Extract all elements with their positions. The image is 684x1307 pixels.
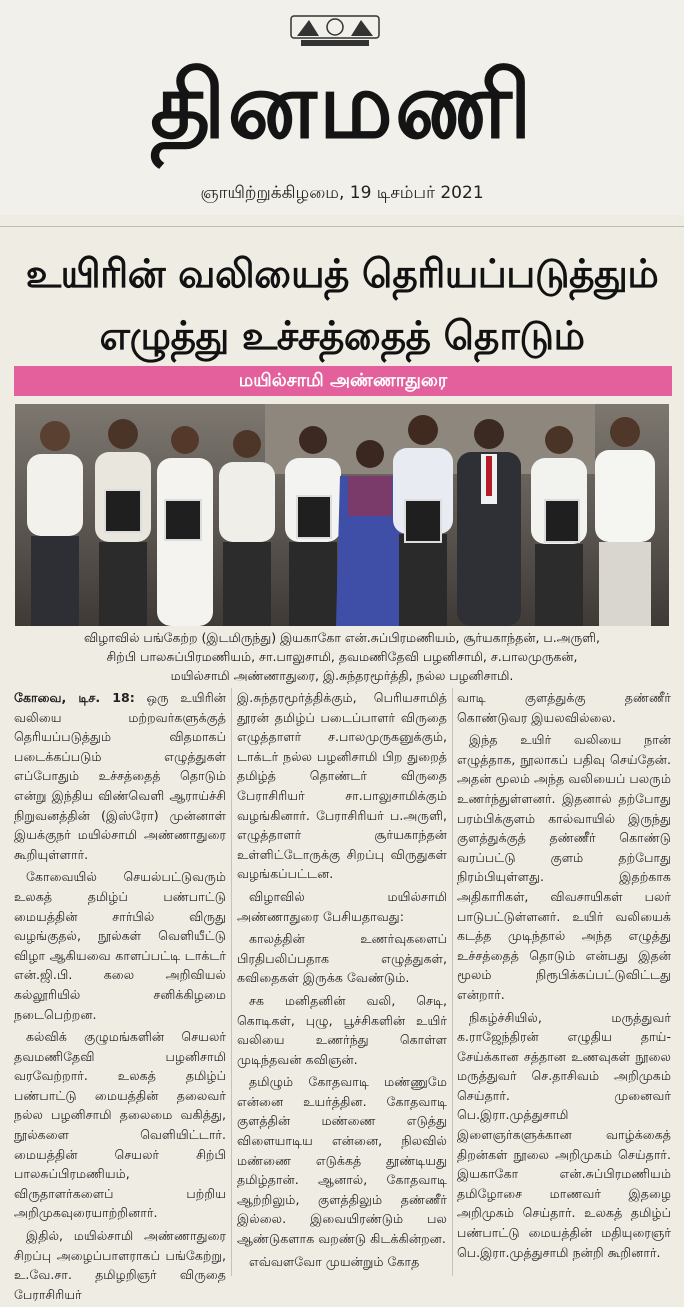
paragraph: இந்த உயிர் வலியை நான் எழுத்தாக, நூலாகப் பதிவு செய்தேன். அதன் மூலம் அந்த வலியைப் பலரும் உணர்ந்துள்ளனர். இதனால் தற்போது பரம்பிக்குளம் கால்வாயில் இருந்து குளத்துக்குத் தண்ணீர் கொண்டு வரப்பட்டு குளம் தற்போது நிரம்பியுள்ளது. இதற்காக அதிகாரிகள், விவசாயிகள் பலர் பாடுபட்டுள்ளனர். உயிர் வலியைக் கடத்த முடிந்தால் அந்த எழுத்து உச்சத்தைத் தொடும் என்பது இதன் மூலம் நிரூபிக்கப்பட்டுவிட்டது என்றார். xyxy=(457,732,671,1002)
headline-line-2: எழுத்து உச்சத்தைத் தொடும் xyxy=(99,314,585,359)
paragraph: வாடி குளத்துக்கு தண்ணீர் கொண்டுவர இயலவில்லை. xyxy=(457,690,671,725)
paragraph: கோவையில் செயல்பட்டுவரும் உலகத் தமிழ்ப் பண்பாட்டு மையத்தின் சார்பில் விருது வழங்குதல், நூல்கள் வெளியீட்டு விழா ஆகியவை காளப்பட்டி டாக்டர் என்.ஜி.பி. கலை அறிவியல் கல்லூரியில் சனிக்கிழமை நடைபெற்றன. xyxy=(14,869,226,1022)
edition-date: ஞாயிற்றுக்கிழமை, 19 டிசம்பர் 2021 xyxy=(200,183,484,203)
event-photo xyxy=(15,404,669,626)
paragraph: இ.சுந்தரமூர்த்திக்கும், பெரியசாமித் தூரன் தமிழ்ப் படைப்பாளர் விருதை எழுத்தாளர் ச.பாலமுருகனுக்கும், டாக்டர் நல்ல பழனிசாமி பிற துறைத் தமிழ்த் தொண்டர் விருதை பேராசிரியர் சா.பாலுசாமிக்கும் வழங்கினார். பேராசிரியர் ப.அருளி, எழுத்தாளர் சூர்யகாந்தன் உள்ளிட்டோருக்கு சிறப்பு விருதுகள் வழங்கப்பட்டன. xyxy=(237,690,447,882)
paragraph: கோவை, டிச. 18: ஒரு உயிரின் வலியை மற்றவர்களுக்குத் தெரியப்படுத்தும் விதமாகப் படைக்கப்படும் எழுத்துகள் எப்போதும் உச்சத்தைத் தொடும் என்று இந்திய விண்வெளி ஆராய்ச்சி நிறுவனத்தின் (இஸ்ரோ) முன்னாள் இயக்குநர் மயில்சாமி அண்ணாதுரை கூறியுள்ளார். xyxy=(14,690,226,862)
caption-line-3: மயில்சாமி அண்ணாதுரை, இ.சுந்தரமூர்த்தி, நல்ல பழனிசாமி. xyxy=(170,668,514,683)
article-column-3 xyxy=(457,688,671,1265)
byline-band xyxy=(14,366,672,396)
paragraph: விழாவில் மயில்சாமி அண்ணாதுரை பேசியதாவது: xyxy=(237,888,447,924)
column-divider xyxy=(452,688,453,1276)
article-dateline: கோவை, டிச. 18: xyxy=(14,690,135,705)
paragraph: சக மனிதனின் வலி, செடி, கொடிகள், புழு, பூச்சிகளின் உயிர் வலியை உணர்ந்து கொள்ள முடிந்தவன் கவிஞன். xyxy=(237,992,447,1067)
masthead-divider xyxy=(0,226,684,227)
paragraph: எவ்வளவோ முயன்றும் கோத xyxy=(249,1253,420,1269)
paragraph: கல்விக் குழுமங்களின் செயலர் தவமணிதேவி பழனிசாமி வரவேற்றார். உலகத் தமிழ்ப் பண்பாட்டு மையத்தின் தலைவர் நல்ல பழனிசாமி தலைமை வகித்து, நூல்களை வெளியிட்டார். மையத்தின் செயலர் சிற்பி பாலசுப்பிரமணியம், விருதாளர்களைப் பற்றிய அறிமுகவுரையாற்றினார். xyxy=(14,1029,226,1221)
article-column-2 xyxy=(237,688,447,1274)
caption-line-1: விழாவில் பங்கேற்ற (இடமிருந்து) இயகாகோ என்.சுப்பிரமணியம், சூர்யகாந்தன், ப.அருளி, xyxy=(84,630,600,645)
caption-line-2: சிற்பி பாலசுப்பிரமணியம், சா.பாலுசாமி, தவமணிதேவி பழனிசாமி, ச.பாலமுருகன், xyxy=(106,649,578,664)
article-column-1 xyxy=(14,688,226,1307)
newspaper-logo: தினமணி xyxy=(150,51,534,159)
paragraph: காலத்தின் உணர்வுகளைப் பிரதிபலிப்பதாக எழுத்துகள், கவிதைகள் இருக்க வேண்டும். xyxy=(237,931,447,986)
headline-line-1: உயிரின் வலியைத் தெரியப்படுத்தும் xyxy=(25,252,659,297)
paragraph: நிகழ்ச்சியில், மருத்துவர் க.ராஜேந்திரன் எழுதிய தாய்-சேய்க்கான சத்தான உணவுகள் நூலை மருத்துவர் செ.தாசிவம் அறிமுகம் செய்தார். முனைவர் பெ.இரா.முத்துசாமி இளைஞர்களுக்கான வாழ்க்கைத் திறன்கள் நூலை அறிமுகம் செய்தார். இயகாகோ என்.சுப்பிரமணியம் தமிழோசை மாணவர் இதழை அறிமுகம் செய்தார். உலகத் தமிழ்ப் பண்பாட்டு மையத்தின் மதியுரைஞர் பெ.இரா.முத்துசாமி நன்றி கூறினார். xyxy=(457,1009,671,1260)
column-divider xyxy=(231,688,232,1276)
photo-caption xyxy=(18,628,666,685)
paragraph: தமிழும் கோதவாடி மண்ணுமே என்னை உயர்த்தின. கோதவாடி குளத்தின் மண்ணை எடுத்து விளையாடிய என்னை, நிலவில் மண்ணை எடுக்கத் தூண்டியது தமிழ்தான். ஆனால், கோதவாடி ஆற்றிலும், குளத்திலும் தண்ணீர் இல்லை. இவையிரண்டும் பல ஆண்டுகளாக வறண்டு கிடக்கின்றன. xyxy=(237,1074,447,1247)
masthead xyxy=(0,0,684,215)
paragraph: இதில், மயில்சாமி அண்ணாதுரை சிறப்பு அழைப்பாளராகப் பங்கேற்று, உ.வே.சா. தமிழறிஞர் விருதை பேராசிரியர் xyxy=(14,1228,226,1302)
byline: மயில்சாமி அண்ணாதுரை xyxy=(238,370,448,391)
